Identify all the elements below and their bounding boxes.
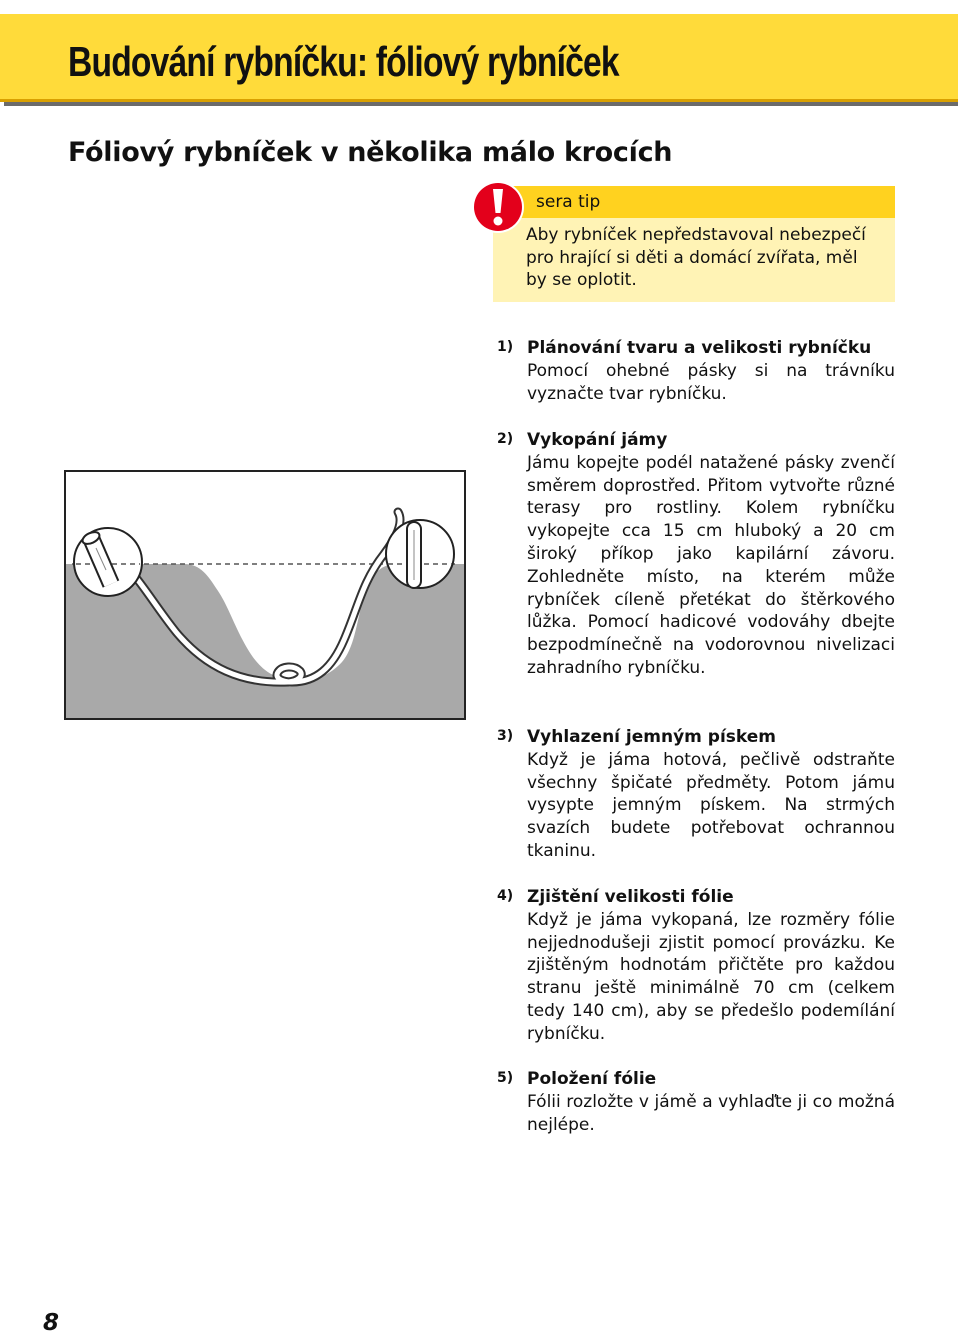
step-text: Pomocí ohebné pásky si na trávníku vyznačte tvar rybníčku.: [527, 360, 895, 404]
tip-header: [493, 186, 895, 218]
step-number: 5): [497, 1070, 514, 1086]
step-number: 2): [497, 431, 514, 447]
step-text: Když je jáma hotová, pečlivě odstraňte všechny špičaté předměty. Potom jámu vysypte jemným pískem. Na strmých svazích budete potřebovat ochrannou tkaninu.: [527, 749, 895, 861]
step-text: Fólii rozložte v jámě a vyhlaďte ji co možná nejlépe.: [527, 1091, 895, 1135]
tip-text: Aby rybníček nepředstavoval nebezpečí pro hrající si děti a domácí zvířata, měl by se oplotit.: [526, 225, 866, 290]
step-number: 3): [497, 728, 514, 744]
pond-cross-section-illustration: [64, 470, 466, 720]
page-title: Budování rybníčku: fóliový rybníček: [68, 38, 619, 85]
step-number: 1): [497, 339, 514, 355]
step-title: Zjištění velikosti fólie: [527, 887, 734, 907]
step-number: 4): [497, 888, 514, 904]
step-title: Plánování tvaru a velikosti rybníčku: [527, 338, 872, 358]
exclamation-icon: [471, 180, 525, 234]
sera-tip-box: [493, 186, 895, 302]
step-title: Vykopání jámy: [527, 430, 668, 450]
step-text: Když je jáma vykopaná, lze rozměry fólie nejjednodušeji zjistit pomocí provázku. Ke zjištěným hodnotám přičtěte pro každou stranu ještě minimálně 70 cm (celkem tedy 140 cm), aby se předešlo podemílání rybníčku.: [527, 909, 895, 1044]
step-title: Položení fólie: [527, 1069, 657, 1089]
step-text: Jámu kopejte podél natažené pásky zvenčí směrem doprostřed. Přitom vytvořte různé terasy pro rostliny. Kolem rybníčku vykopejte cca 15 cm hluboký a 20 cm široký příkop jako kapilární závoru. Zohledněte místo, na kterém může rybníček cíleně přetékat do štěrkového lůžka. Pomocí hadicové vodováhy dbejte bezpodmínečně na vodorovnou nivelizaci zahradního rybníčku.: [527, 452, 895, 678]
tip-label: sera tip: [536, 192, 601, 212]
step-title: Vyhlazení jemným pískem: [527, 727, 777, 747]
section-subtitle: Fóliový rybníček v několika málo krocích: [68, 137, 673, 168]
page-number: 8: [43, 1310, 60, 1335]
